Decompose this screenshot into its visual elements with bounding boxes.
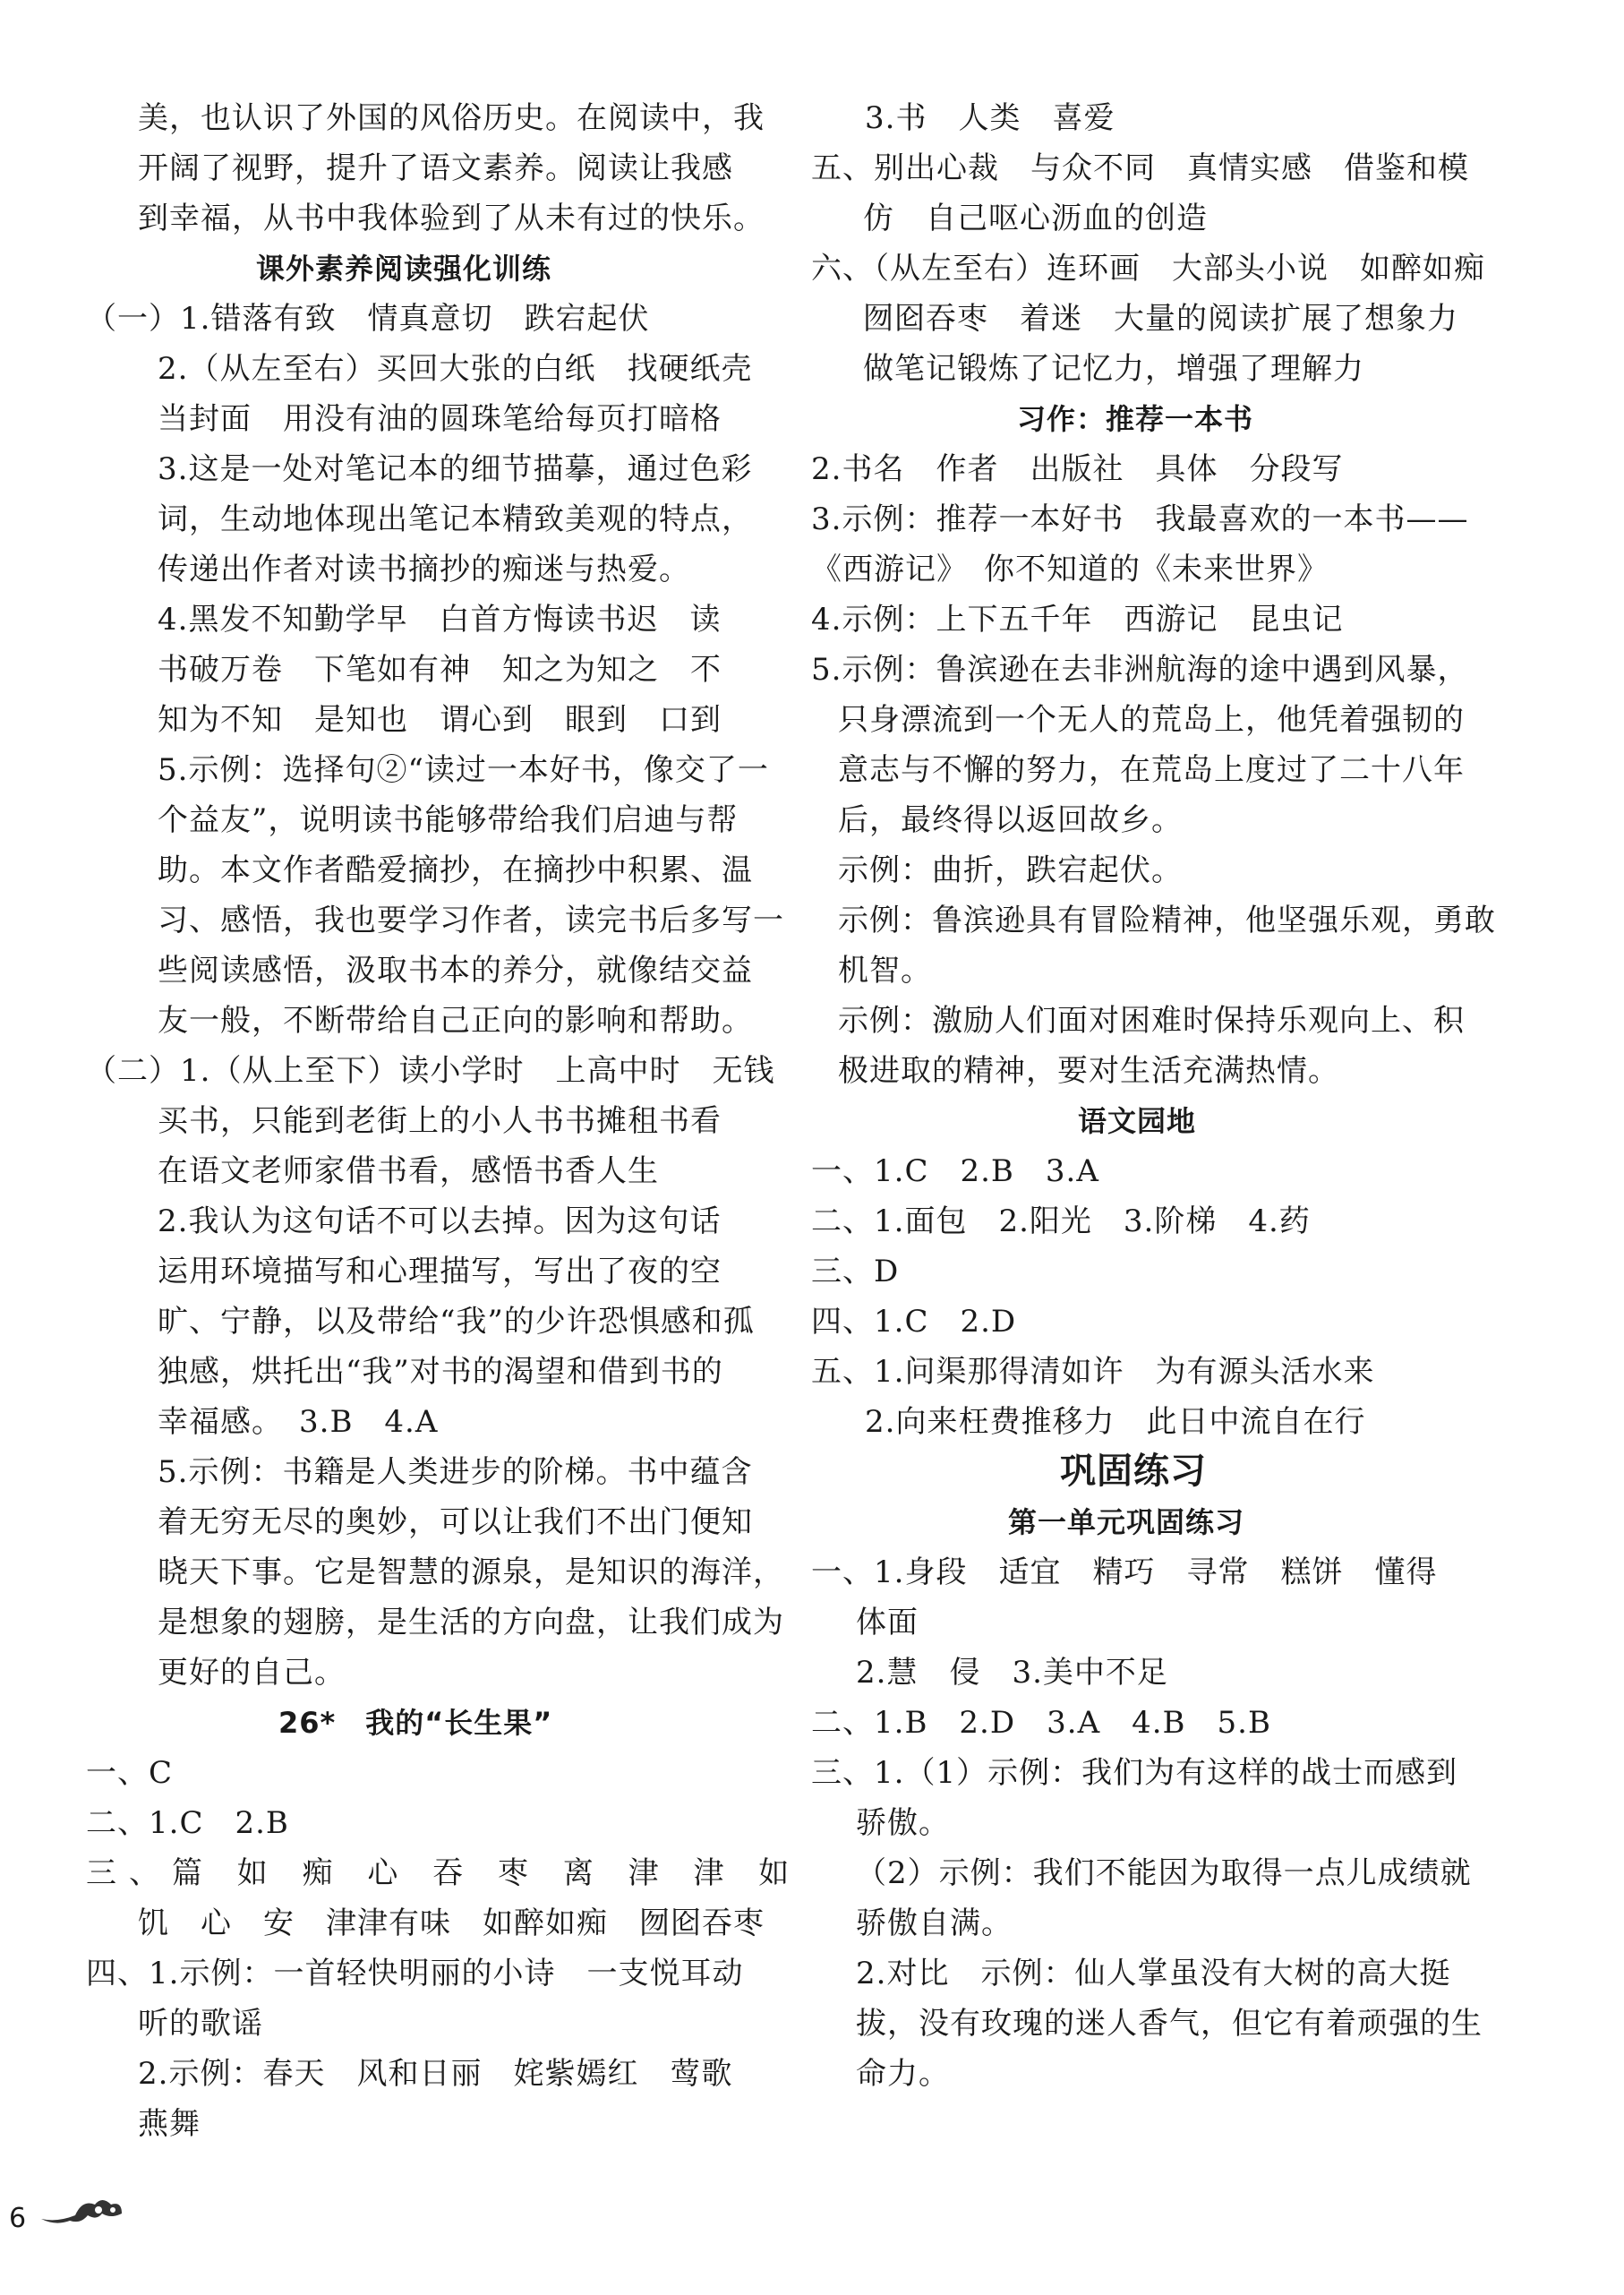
section-heading: 课外素养阅读强化训练 [256, 252, 552, 286]
answer-line: （二）1.（从上至下）读小学时 上高中时 无钱 [86, 1053, 775, 1089]
answer-line: 一、1.C 2.B 3.A [811, 1153, 1099, 1189]
answer-line: 2.书名 作者 出版社 具体 分段写 [811, 451, 1344, 487]
answer-line: （一）1.错落有致 情真意切 跌宕起伏 [86, 301, 650, 337]
answer-line: 2.示例：春天 风和日丽 姹紫嫣红 莺歌 [138, 2056, 733, 2092]
answer-line: 命力。 [856, 2056, 950, 2092]
answer-line: 示例：鲁滨逊具有冒险精神，他坚强乐观，勇敢 [838, 903, 1496, 938]
answer-line: 开阔了视野，提升了语文素养。阅读让我感 [138, 150, 733, 186]
answer-line: 更好的自己。 [158, 1655, 346, 1691]
answer-line: 后，最终得以返回故乡。 [838, 802, 1183, 838]
answer-line: 5.示例：书籍是人类进步的阶梯。书中蕴含 [158, 1454, 753, 1490]
answer-line: 是想象的翅膀，是生活的方向盘，让我们成为 [158, 1605, 784, 1640]
answer-line: 三、D [811, 1254, 900, 1289]
answer-line: 2.我认为这句话不可以去掉。因为这句话 [158, 1203, 722, 1239]
answer-line: 三、1.（1）示例：我们为有这样的战士而感到 [811, 1755, 1458, 1791]
answer-line: 囫囵吞枣 着迷 大量的阅读扩展了想象力 [863, 301, 1458, 337]
answer-line: 二、1.B 2.D 3.A 4.B 5.B [811, 1705, 1271, 1741]
answer-line: 传递出作者对读书摘抄的痴迷与热爱。 [158, 552, 690, 587]
section-heading: 巩固练习 [1060, 1451, 1207, 1492]
answer-line: 个益友”，说明读书能够带给我们启迪与帮 [158, 802, 739, 838]
answer-line: 运用环境描写和心理描写，写出了夜的空 [158, 1254, 722, 1289]
answer-line: 2.向来枉费推移力 此日中流自在行 [865, 1404, 1366, 1440]
answer-line: 饥 心 安 津津有味 如醉如痴 囫囵吞枣 [138, 1905, 765, 1941]
answer-line: 当封面 用没有油的圆珠笔给每页打暗格 [158, 401, 722, 437]
answer-line: 独感，烘托出“我”对书的渴望和借到书的 [158, 1354, 723, 1390]
answer-line: 书破万卷 下笔如有神 知之为知之 不 [158, 652, 722, 688]
answer-line: 三、篇 如 痴 心 吞 枣 离 津 津 如 [86, 1855, 802, 1891]
answer-line: 示例：激励人们面对困难时保持乐观向上、积 [838, 1003, 1465, 1039]
answer-line: 知为不知 是知也 谓心到 眼到 口到 [158, 702, 722, 738]
answer-line: 2.慧 侵 3.美中不足 [856, 1655, 1168, 1691]
section-heading: 第一单元巩固练习 [1008, 1505, 1245, 1539]
answer-line: 只身漂流到一个无人的荒岛上，他凭着强韧的 [838, 702, 1465, 738]
answer-line: 习、感悟，我也要学习作者，读完书后多写一 [158, 903, 784, 938]
answer-line: 3.这是一处对笔记本的细节描摹，通过色彩 [158, 451, 753, 487]
answer-line: 着无穷无尽的奥妙，可以让我们不出门便知 [158, 1504, 753, 1540]
answer-line: （2）示例：我们不能因为取得一点儿成绩就 [856, 1855, 1472, 1891]
answer-line: 4.示例：上下五千年 西游记 昆虫记 [811, 602, 1344, 638]
answer-line: 词，生动地体现出笔记本精致美观的特点， [158, 501, 753, 537]
answer-line: 仿 自己呕心沥血的创造 [863, 201, 1208, 236]
answer-line: 四、1.C 2.D [811, 1304, 1017, 1340]
answer-line: 助。本文作者酷爱摘抄，在摘抄中积累、温 [158, 852, 753, 888]
answer-line: 《西游记》 你不知道的《未来世界》 [811, 552, 1329, 587]
cloud-ornament-icon [39, 2192, 138, 2228]
answer-line: 晓天下事。它是智慧的源泉，是知识的海洋， [158, 1554, 784, 1590]
answer-line: 到幸福，从书中我体验到了从未有过的快乐。 [138, 201, 765, 236]
answer-line: 5.示例：鲁滨逊在去非洲航海的途中遇到风暴， [811, 652, 1469, 688]
answer-line: 骄傲自满。 [856, 1905, 1013, 1941]
answer-line: 示例：曲折，跌宕起伏。 [838, 852, 1183, 888]
answer-line: 美，也认识了外国的风俗历史。在阅读中，我 [138, 100, 765, 136]
answer-line: 买书，只能到老街上的小人书书摊租书看 [158, 1103, 722, 1139]
section-heading: 语文园地 [1078, 1104, 1197, 1138]
answer-line: 做笔记锻炼了记忆力，增强了理解力 [863, 351, 1364, 387]
answer-line: 3.示例：推荐一本好书 我最喜欢的一本书—— [811, 501, 1469, 537]
answer-line: 幸福感。 3.B 4.A [158, 1404, 439, 1440]
answer-line: 骄傲。 [856, 1805, 950, 1841]
answer-line: 六、（从左至右）连环画 大部头小说 如醉如痴 [811, 251, 1485, 287]
answer-line: 四、1.示例：一首轻快明丽的小诗 一支悦耳动 [86, 1956, 744, 1991]
answer-line: 一、C [86, 1755, 174, 1791]
answer-line: 体面 [856, 1605, 919, 1640]
answer-line: 旷、宁静，以及带给“我”的少许恐惧感和孤 [158, 1304, 755, 1340]
answer-line: 3.书 人类 喜爱 [865, 100, 1115, 136]
answer-line: 2.对比 示例：仙人掌虽没有大树的高大挺 [856, 1956, 1451, 1991]
answer-line: 燕舞 [138, 2106, 201, 2142]
answer-line: 五、别出心裁 与众不同 真情实感 借鉴和模 [811, 150, 1469, 186]
answer-line: 听的歌谣 [138, 2006, 263, 2042]
answer-line: 二、1.面包 2.阳光 3.阶梯 4.药 [811, 1203, 1311, 1239]
answer-line: 友一般，不断带给自己正向的影响和帮助。 [158, 1003, 753, 1039]
section-heading: 习作：推荐一本书 [1017, 402, 1254, 436]
section-heading: 26* 我的“长生果” [278, 1706, 553, 1740]
answer-line: 拔，没有玫瑰的迷人香气，但它有着顽强的生 [856, 2006, 1483, 2042]
answer-line: 机智。 [838, 953, 932, 989]
answer-line: 五、1.问渠那得清如许 为有源头活水来 [811, 1354, 1375, 1390]
answer-line: 些阅读感悟，汲取书本的养分，就像结交益 [158, 953, 753, 989]
answer-line: 极进取的精神，要对生活充满热情。 [838, 1053, 1339, 1089]
answer-line: 5.示例：选择句②“读过一本好书，像交了一 [158, 752, 769, 788]
answer-line: 2.（从左至右）买回大张的白纸 找硬纸壳 [158, 351, 753, 387]
answer-line: 一、1.身段 适宜 精巧 寻常 糕饼 懂得 [811, 1554, 1438, 1590]
answer-line: 意志与不懈的努力，在荒岛上度过了二十八年 [838, 752, 1465, 788]
answer-line: 4.黑发不知勤学早 白首方悔读书迟 读 [158, 602, 722, 638]
page-number: 6 [9, 2203, 27, 2234]
answer-line: 二、1.C 2.B [86, 1805, 289, 1841]
answer-line: 在语文老师家借书看，感悟书香人生 [158, 1153, 659, 1189]
